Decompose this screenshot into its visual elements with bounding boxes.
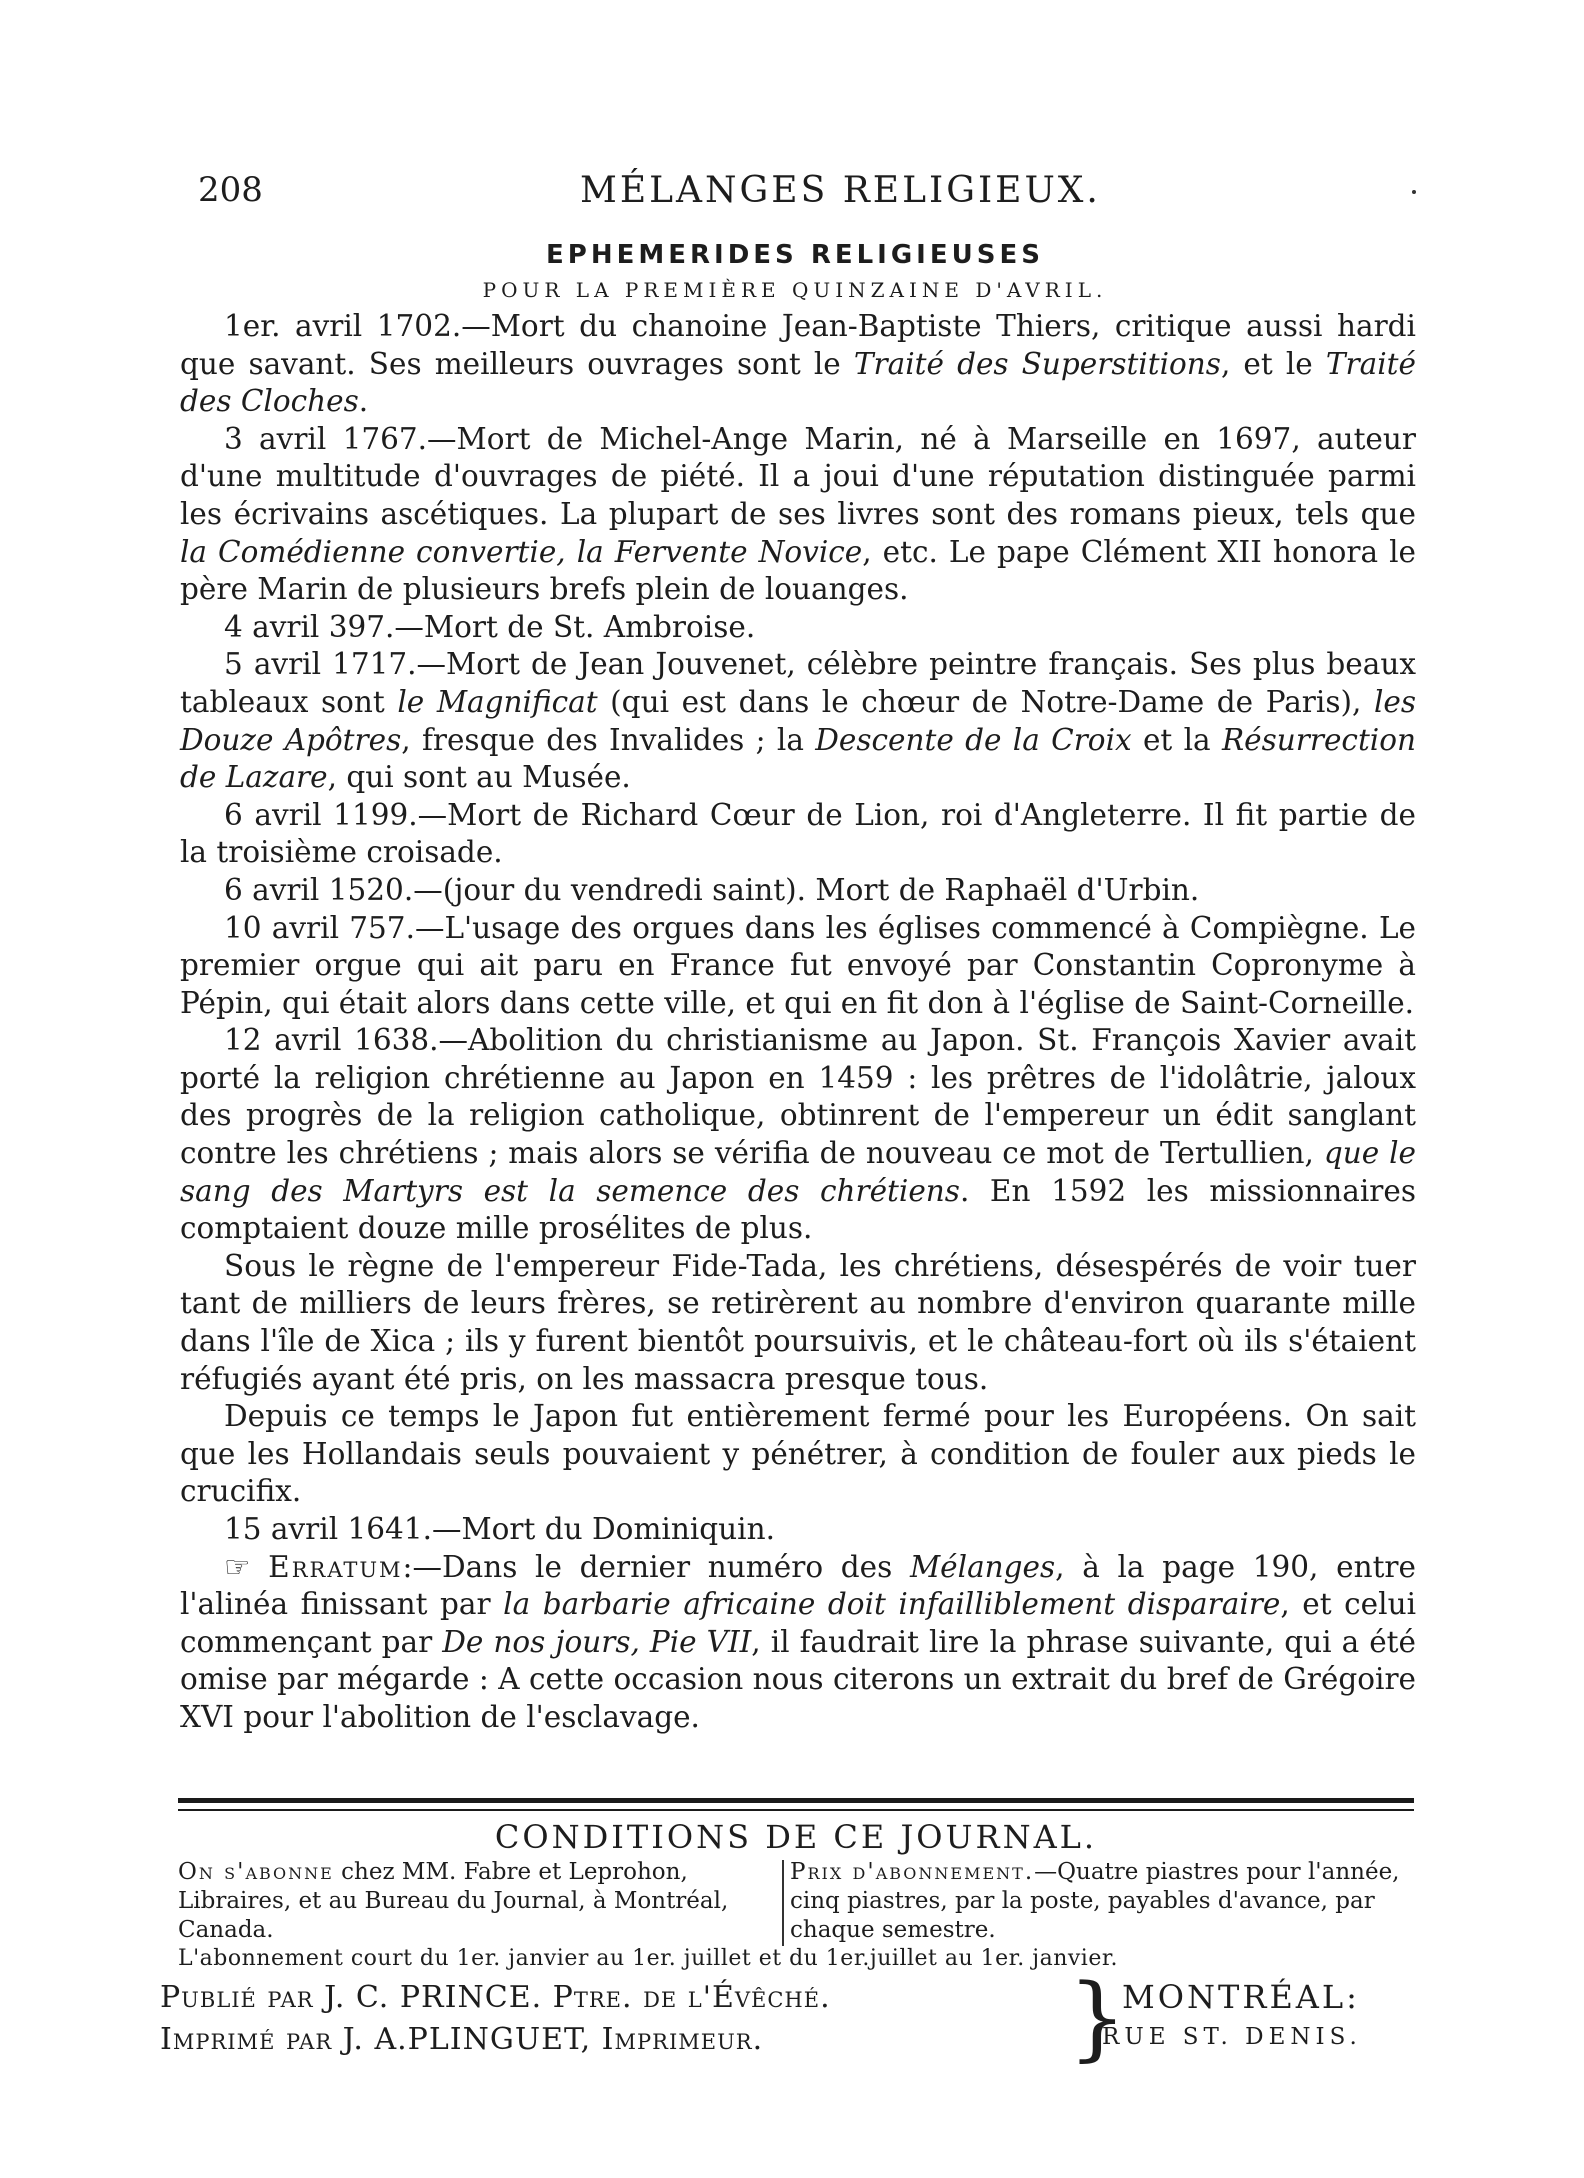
brace: } <box>1068 1964 1127 2071</box>
section-subtitle: POUR LA PREMIÈRE QUINZAINE D'AVRIL. <box>482 278 1108 302</box>
running-title: MÉLANGES RELIGIEUX. <box>580 170 1101 211</box>
price-text: —Quatre piastres pour l'année, cinq piastres, par la poste, payables d'avance, par chaque semestre. <box>790 1859 1400 1943</box>
entry-italic: Traité des Cloches <box>180 346 1416 419</box>
entry-paragraph: 10 avril 757.—L'usage des orgues dans les églises commencé à Compiègne. Le premier orgue qui ait paru en France fut envoyé par Constantin Copronyme à Pépin, qui était alors dans cette ville, et qui en fit don à l'église de Saint-Corneille. <box>180 910 1416 1020</box>
entry-text: 12 avril 1638.—Abolition du christianisme au Japon. St. François Xavier avait porté la religion chrétienne au Japon en 1459 : les prêtres de l'idolâtrie, jaloux des progrès de la religion catholique, obtinrent de l'empereur un édit sanglant contre les chrétiens ; mais alors se vérifia de nouveau ce mot de Tertullien, <box>180 1023 1416 1171</box>
city-name: MONTRÉAL: <box>1122 1978 1360 2016</box>
entry-paragraph: 15 avril 1641.—Mort du Dominiquin. <box>224 1512 775 1546</box>
entry-italic: Résurrection de Lazare <box>180 722 1416 795</box>
entry-italic: Descente de la Croix <box>815 722 1132 757</box>
entry-text: 1er. avril 1702.—Mort du chanoine Jean-Baptiste Thiers, critique aussi hardi que savant. Ses meilleurs ouvrages sont le <box>180 309 1416 381</box>
subscription-label: On s'abonne <box>178 1859 334 1885</box>
entry-text: , et celui commençant par <box>180 1587 1416 1659</box>
entry-paragraph: Sous le règne de l'empereur Fide-Tada, les chrétiens, désespérés de voir tuer tant de milliers de leurs frères, se retirèrent au nombre d'environ quarante mille dans l'île de Xica ; ils y furent bientôt poursuivis, et le château-fort où ils s'étaient réfugiés ayant été pris, on les massacra presque tous. <box>180 1248 1416 1396</box>
entry-paragraph: 6 avril 1520.—(jour du vendredi saint). Mort de Raphaël d'Urbin. <box>224 872 1200 907</box>
entry-paragraph <box>180 421 1416 609</box>
entry-text: , il faudrait lire la phrase suivante, qui a été omise par mégarde : A cette occasion nous citerons un extrait du bref de Grégoire XVI pour l'abolition de l'esclavage. <box>180 1624 1416 1734</box>
header-dot <box>1412 190 1416 194</box>
entry-text: , fresque des Invalides ; la <box>401 722 816 757</box>
entry-paragraph <box>180 646 1416 796</box>
divider-rule <box>178 1798 1414 1803</box>
entry-text: , qui sont au Musée. <box>327 760 631 795</box>
entry-italic: les Douze Apôtres <box>180 684 1416 757</box>
entry-text: . <box>358 384 369 419</box>
entry-text: (qui est dans le chœur de Notre-Dame de Paris), <box>597 684 1374 719</box>
entry-text: et la <box>1131 722 1222 757</box>
printer-line: Imprimé par J. A.PLINGUET, Imprimeur. <box>160 2022 764 2057</box>
entry-paragraph: 4 avril 397.—Mort de St. Ambroise. <box>224 609 756 644</box>
entry-paragraph: 6 avril 1199.—Mort de Richard Cœur de Lion, roi d'Angleterre. Il fit partie de la troisième croisade. <box>180 797 1416 870</box>
column-separator <box>782 1860 784 1946</box>
entry-italic: Traité des Superstitions <box>853 346 1221 381</box>
divider-rule <box>178 1809 1414 1811</box>
pointing-hand-icon: ☞ <box>224 1549 251 1584</box>
entry-italic: que le sang des Martyrs est la semence des chrétiens <box>180 1136 1416 1208</box>
entry-text: , et le <box>1220 346 1326 381</box>
erratum-label: Erratum <box>268 1549 403 1584</box>
article-body <box>180 308 1416 1737</box>
publisher-line: Publié par J. C. PRINCE. Ptre. de l'Évêché. <box>160 1980 831 2015</box>
subscription-info <box>178 1858 776 1945</box>
entry-paragraph <box>180 308 1416 421</box>
entry-italic: Mélanges <box>909 1549 1056 1584</box>
page-header <box>190 168 1410 228</box>
entry-italic: la Comédienne convertie, la Fervente Novice <box>180 534 863 569</box>
entry-text: 3 avril 1767.—Mort de Michel-Ange Marin, né à Marseille en 1697, auteur d'une multitude d'ouvrages de piété. Il a joui d'une réputation distinguée parmi les écrivains ascétiques. La plupart de ses livres sont des romans pieux, tels que <box>180 421 1416 531</box>
price-label: Prix d'abonnement. <box>790 1859 1035 1885</box>
entry-text: , etc. Le pape Clément XII honora le père Marin de plusieurs brefs plein de louanges. <box>180 534 1416 607</box>
erratum-paragraph <box>180 1549 1416 1737</box>
entry-italic: De nos jours, Pie VII <box>442 1624 752 1659</box>
entry-italic: le Magnificat <box>397 684 598 719</box>
subscription-text: chez MM. Fabre et Leprohon, Libraires, et au Bureau du Journal, à Montréal, Canada. <box>178 1859 729 1943</box>
subscription-period: L'abonnement court du 1er. janvier au 1er. juillet et du 1er.juillet au 1er. janvier. <box>178 1946 1118 1971</box>
entry-text: 5 avril 1717.—Mort de Jean Jouvenet, célèbre peintre français. Ses plus beaux tableaux sont <box>180 647 1416 719</box>
entry-text: , à la page 190, entre l'alinéa finissant par <box>180 1549 1416 1622</box>
entry-text: :—Dans le dernier numéro des <box>402 1549 910 1584</box>
section-title: EPHEMERIDES RELIGIEUSES <box>546 240 1044 270</box>
page-number: 208 <box>198 170 263 210</box>
conditions-title: CONDITIONS DE CE JOURNAL. <box>494 1818 1098 1856</box>
entry-text: . En 1592 les missionnaires comptaient douze mille prosélites de plus. <box>180 1173 1416 1246</box>
street-address: RUE ST. DENIS. <box>1102 2024 1362 2050</box>
entry-paragraph: Depuis ce temps le Japon fut entièrement fermé pour les Européens. On sait que les Hollandais seuls pouvaient y pénétrer, à condition de fouler aux pieds le crucifix. <box>180 1399 1416 1509</box>
entry-italic: la barbarie africaine doit infailliblement disparaire <box>503 1587 1281 1622</box>
entry-paragraph <box>180 1022 1416 1248</box>
price-info <box>790 1858 1415 1945</box>
